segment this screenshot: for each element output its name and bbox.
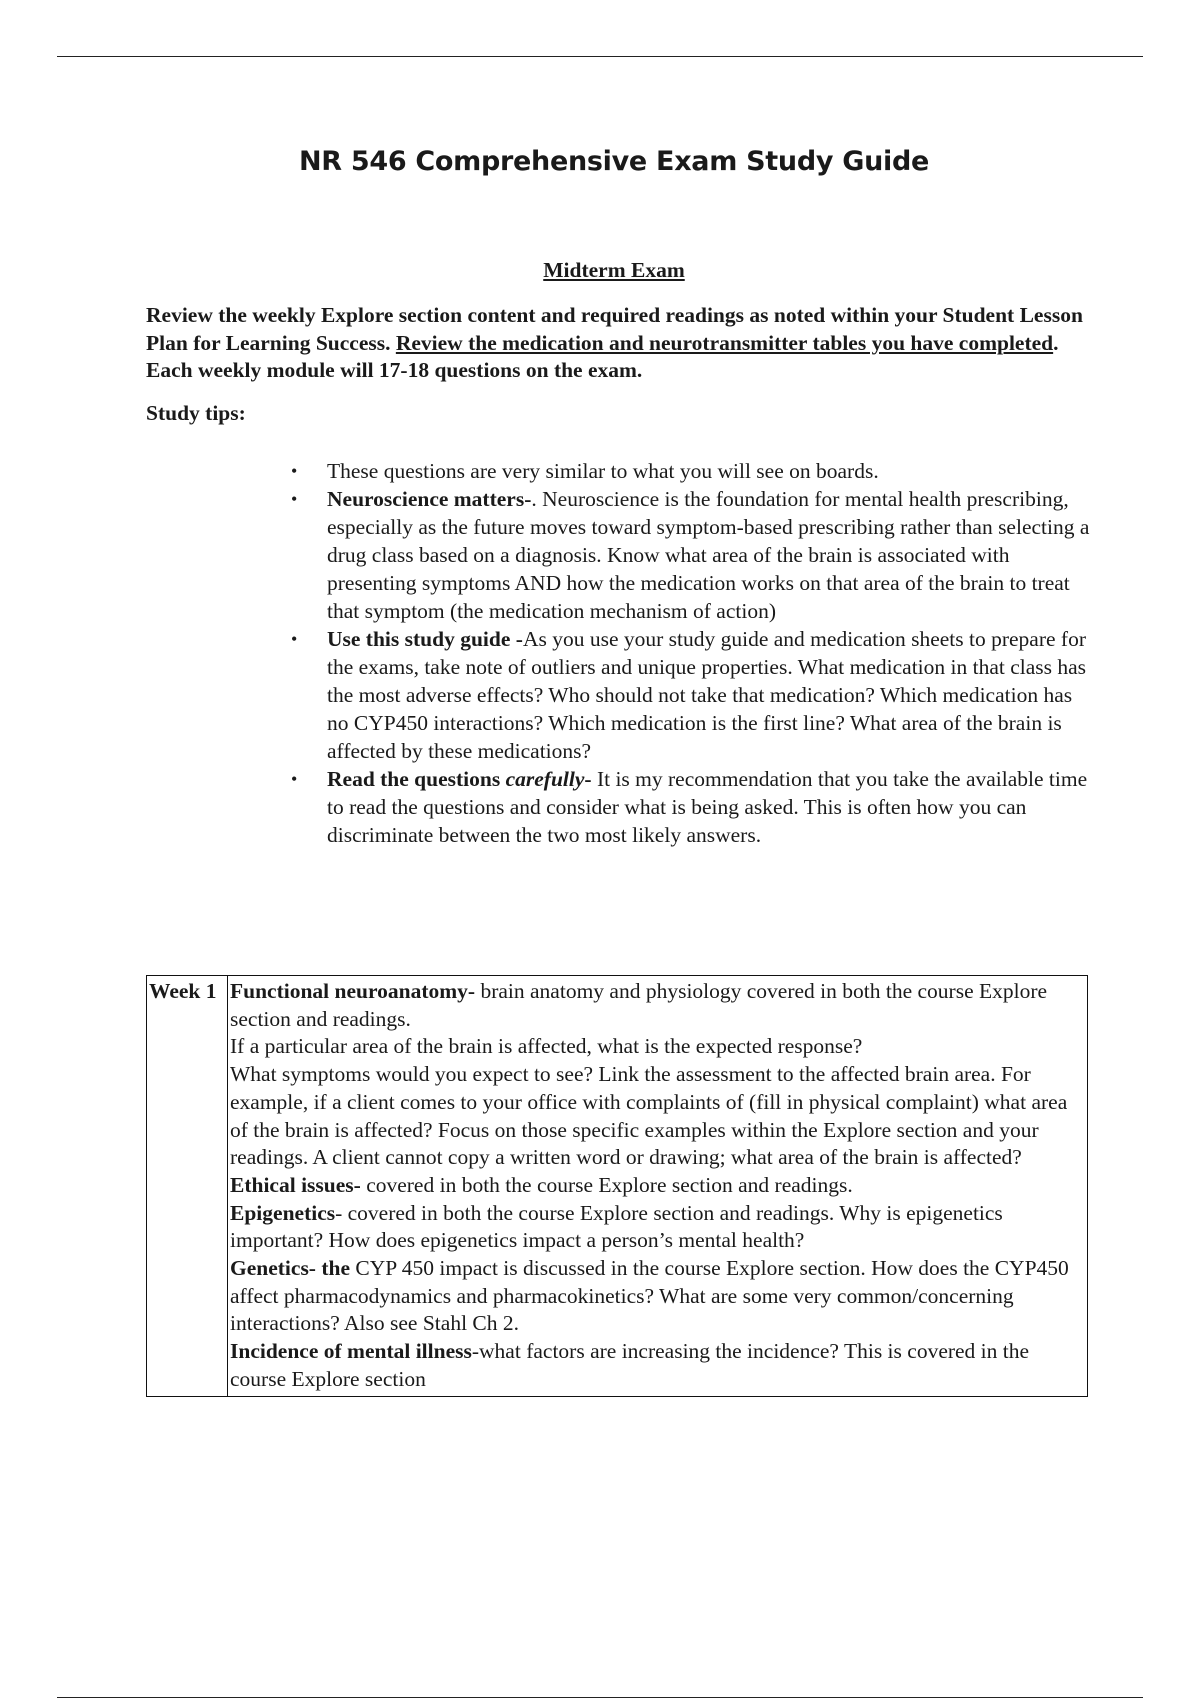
document-title: NR 546 Comprehensive Exam Study Guide — [298, 146, 930, 177]
entry-text: CYP 450 impact is discussed in the course Explore section. How does the CYP450 affect pharmacodynamics and pharmacokinetics? What are some very common/concerning interactions? Also see Stahl Ch 2. — [230, 1256, 1069, 1336]
entry-text: - covered in both the course Explore section and readings. Why is epigenetics important? How does epigenetics impact a person’s mental health? — [230, 1200, 1003, 1253]
entry-bold: Genetics- the — [230, 1256, 351, 1281]
tip-bold-italic: carefully — [505, 767, 585, 791]
entry-bold: Epigenetics — [230, 1200, 336, 1225]
bullet-icon: • — [291, 489, 298, 509]
entry-text: -what factors are increasing the incidence? This is covered in the course Explore section — [230, 1339, 1030, 1391]
bottom-rule — [57, 1697, 1143, 1698]
top-rule — [57, 56, 1143, 57]
list-item — [287, 485, 1097, 625]
intro-tail-text: . Each weekly module will 17-18 questions on the exam. — [146, 330, 1059, 382]
week-label: Week 1 — [147, 976, 228, 1397]
bullet-icon: • — [291, 629, 298, 649]
week-entry — [230, 1061, 1085, 1172]
intro-underlined-text: Review the medication and neurotransmitter tables you have completed — [395, 330, 1054, 355]
entry-bold: Functional neuroanatomy- — [230, 979, 476, 1003]
list-item — [287, 457, 1097, 485]
entry-text: brain anatomy and physiology covered in both the course Explore section and readings. — [230, 979, 1048, 1031]
tip-bold-lead: Read the questions — [327, 767, 506, 791]
week-entry — [230, 1172, 1085, 1200]
intro-text: Review the weekly Explore section content and required readings as noted within your Student Lesson Plan for Learning Success. — [146, 303, 1083, 355]
tip-bold-tail: - — [584, 767, 592, 791]
list-item — [287, 625, 1097, 765]
tip-bold-lead: Use this study guide - — [327, 627, 523, 651]
tip-text: . Neuroscience is the foundation for mental health prescribing, especially as the future moves toward symptom-based prescribing rather than selecting a drug class based on a diagnosis. Know what area of the brain is associated with presenting symptoms AND how the medication works on that area of the brain to treat that symptom (the medication mechanism of action) — [327, 487, 1090, 623]
list-item — [287, 765, 1097, 849]
week-entry — [230, 978, 1085, 1033]
section-heading: Midterm Exam — [543, 258, 685, 282]
entry-bold: Ethical issues- — [230, 1172, 361, 1197]
week-table — [146, 975, 1088, 1397]
entry-text: What symptoms would you expect to see? Link the assessment to the affected brain area. For example, if a client comes to your office with complaints of (fill in physical complaint) what area of the brain is affected? Focus on those specific examples within the Explore section and your readings. A client cannot copy a written word or drawing; what area of the brain is affected? — [230, 1062, 1068, 1170]
tip-text: As you use your study guide and medication sheets to prepare for the exams, take note of outliers and unique properties. What medication in that class has the most adverse effects? Who should not take that medication? Which medication has no CYP450 interactions? Which medication is the first line? What area of the brain is affected by these medications? — [327, 627, 1087, 763]
bullet-icon: • — [291, 769, 298, 789]
week-entry — [230, 1200, 1085, 1255]
tip-bold-lead: Neuroscience matters- — [327, 487, 532, 511]
entry-bold: Incidence of mental illness — [230, 1339, 472, 1364]
intro-paragraph — [146, 302, 1096, 385]
tip-text: It is my recommendation that you take the available time to read the questions and consider what is being asked. This is often how you can discriminate between the two most likely answers. — [327, 767, 1088, 847]
week-entry — [230, 1033, 1085, 1061]
entry-text: If a particular area of the brain is affected, what is the expected response? — [230, 1034, 863, 1059]
study-tips-list — [287, 457, 1097, 849]
study-tips-label: Study tips: — [146, 401, 246, 425]
table-row — [147, 976, 1088, 1397]
week-entry — [230, 1255, 1085, 1338]
bullet-icon: • — [291, 461, 298, 481]
week-content — [228, 976, 1088, 1397]
week-entry — [230, 1338, 1085, 1393]
tip-text: These questions are very similar to what you will see on boards. — [327, 459, 879, 483]
entry-text: covered in both the course Explore section and readings. — [360, 1172, 853, 1197]
